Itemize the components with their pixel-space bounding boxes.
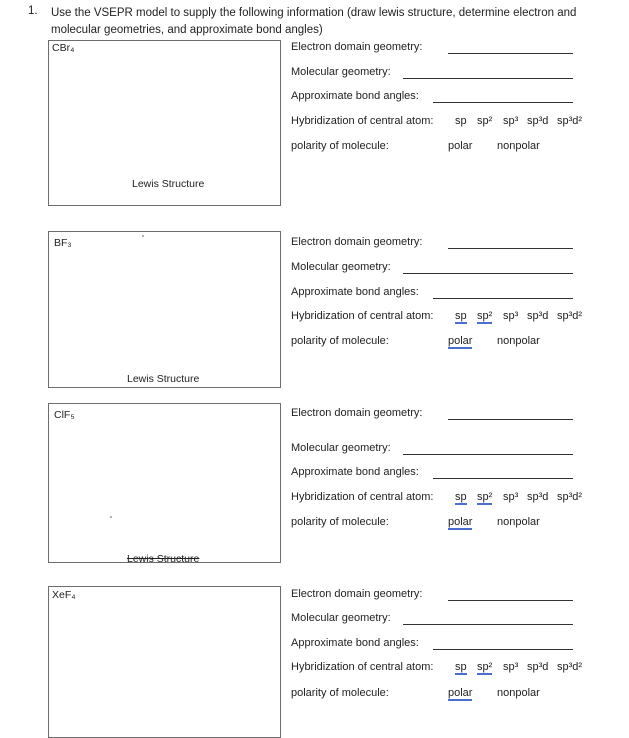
- option-sp2[interactable]: sp²: [477, 115, 493, 127]
- field-bond-angles: Approximate bond angles:: [291, 90, 419, 102]
- molecule-formula-xef4: XeF₄: [52, 589, 76, 601]
- option-sp3[interactable]: sp³: [503, 115, 519, 127]
- lewis-structure-label: Lewis Structure: [127, 553, 200, 565]
- option-sp3[interactable]: sp³: [503, 661, 519, 673]
- answer-line-molecular-geometry[interactable]: [403, 78, 573, 79]
- question-text: Use the VSEPR model to supply the following information (draw lewis structure, determine electron and molecular geometries, and approximate bond angles): [51, 7, 577, 36]
- option-sp3d[interactable]: sp³d: [527, 115, 549, 127]
- question-number: 1.: [28, 5, 38, 17]
- field-bond-angles: Approximate bond angles:: [291, 466, 419, 478]
- stray-mark: [142, 235, 144, 237]
- molecule-formula-clf5: ClF₅: [54, 409, 75, 421]
- answer-line-bond-angles[interactable]: [433, 649, 573, 650]
- option-sp[interactable]: sp: [455, 115, 467, 127]
- answer-line-bond-angles[interactable]: [433, 298, 573, 299]
- field-electron-domain: Electron domain geometry:: [291, 407, 423, 419]
- field-hybridization: Hybridization of central atom:: [291, 115, 434, 127]
- lewis-box-xef4[interactable]: [48, 586, 281, 738]
- answer-line-electron-domain[interactable]: [448, 53, 573, 54]
- lewis-structure-label: Lewis Structure: [127, 373, 200, 385]
- answer-line-molecular-geometry[interactable]: [403, 624, 573, 625]
- field-electron-domain: Electron domain geometry:: [291, 236, 423, 248]
- answer-line-molecular-geometry[interactable]: [403, 454, 573, 455]
- option-sp2[interactable]: sp²: [477, 661, 493, 673]
- option-sp3d[interactable]: sp³d: [527, 310, 549, 322]
- option-sp3d[interactable]: sp³d: [527, 661, 549, 673]
- field-molecular-geometry: Molecular geometry:: [291, 66, 391, 78]
- lewis-box-bf3[interactable]: [48, 231, 281, 388]
- field-bond-angles: Approximate bond angles:: [291, 637, 419, 649]
- field-hybridization: Hybridization of central atom:: [291, 661, 434, 673]
- option-sp3d2[interactable]: sp³d²: [557, 491, 583, 503]
- answer-line-molecular-geometry[interactable]: [403, 273, 573, 274]
- option-nonpolar[interactable]: nonpolar: [497, 140, 540, 152]
- option-sp3d2[interactable]: sp³d²: [557, 661, 583, 673]
- stray-mark: [110, 516, 112, 518]
- option-polar[interactable]: polar: [448, 335, 473, 347]
- option-sp[interactable]: sp: [455, 661, 467, 673]
- option-sp3d2[interactable]: sp³d²: [557, 310, 583, 322]
- option-polar[interactable]: polar: [448, 140, 473, 152]
- option-polar[interactable]: polar: [448, 516, 473, 528]
- option-sp[interactable]: sp: [455, 491, 467, 503]
- option-sp3[interactable]: sp³: [503, 310, 519, 322]
- field-molecular-geometry: Molecular geometry:: [291, 612, 391, 624]
- option-sp[interactable]: sp: [455, 310, 467, 322]
- lewis-box-clf5[interactable]: [48, 403, 281, 563]
- option-sp2[interactable]: sp²: [477, 491, 493, 503]
- field-polarity: polarity of molecule:: [291, 335, 389, 347]
- field-electron-domain: Electron domain geometry:: [291, 588, 423, 600]
- field-polarity: polarity of molecule:: [291, 516, 389, 528]
- field-hybridization: Hybridization of central atom:: [291, 491, 434, 503]
- molecule-formula-cbr4: CBr₄: [52, 42, 75, 54]
- field-electron-domain: Electron domain geometry:: [291, 41, 423, 53]
- molecule-formula-bf3: BF₃: [54, 237, 72, 249]
- answer-line-electron-domain[interactable]: [448, 600, 573, 601]
- field-polarity: polarity of molecule:: [291, 687, 389, 699]
- option-sp2[interactable]: sp²: [477, 310, 493, 322]
- field-bond-angles: Approximate bond angles:: [291, 286, 419, 298]
- field-molecular-geometry: Molecular geometry:: [291, 442, 391, 454]
- field-molecular-geometry: Molecular geometry:: [291, 261, 391, 273]
- option-polar[interactable]: polar: [448, 687, 473, 699]
- option-sp3d2[interactable]: sp³d²: [557, 115, 583, 127]
- option-nonpolar[interactable]: nonpolar: [497, 516, 540, 528]
- option-sp3[interactable]: sp³: [503, 491, 519, 503]
- field-hybridization: Hybridization of central atom:: [291, 310, 434, 322]
- answer-line-electron-domain[interactable]: [448, 419, 573, 420]
- answer-line-electron-domain[interactable]: [448, 248, 573, 249]
- option-sp3d[interactable]: sp³d: [527, 491, 549, 503]
- answer-line-bond-angles[interactable]: [433, 102, 573, 103]
- option-nonpolar[interactable]: nonpolar: [497, 335, 540, 347]
- answer-line-bond-angles[interactable]: [433, 478, 573, 479]
- field-polarity: polarity of molecule:: [291, 140, 389, 152]
- option-nonpolar[interactable]: nonpolar: [497, 687, 540, 699]
- lewis-structure-label: Lewis Structure: [132, 178, 205, 190]
